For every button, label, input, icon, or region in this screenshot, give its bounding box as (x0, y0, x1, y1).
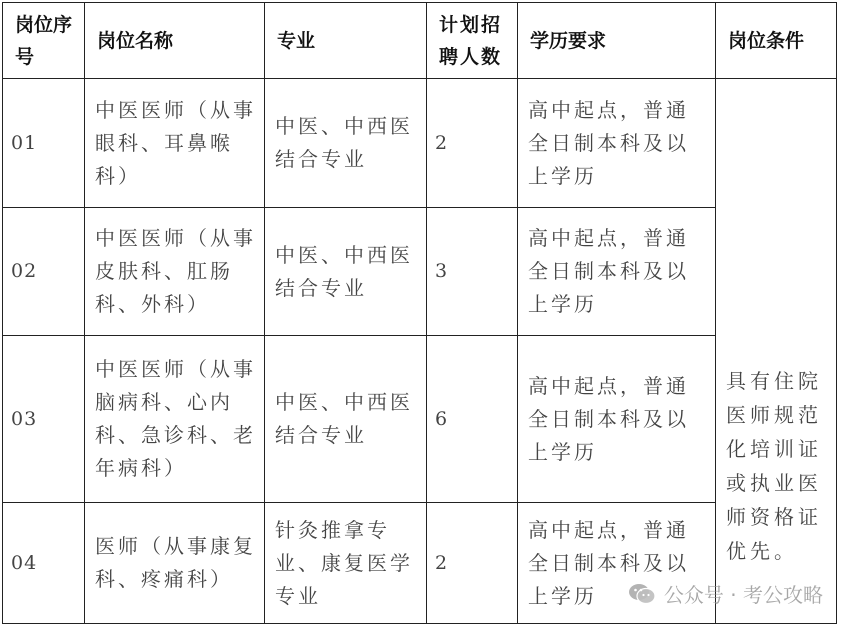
cell-major: 针灸推拿专业、康复医学专业 (265, 503, 427, 624)
cell-count: 2 (427, 503, 518, 624)
header-cond: 岗位条件 (716, 3, 837, 79)
header-count: 计划招聘人数 (427, 3, 518, 79)
condition-text: 具有住院医师规范化培训证或执业医师资格证优先。 (726, 369, 822, 563)
recruitment-table (2, 2, 837, 624)
table-row (3, 503, 837, 624)
header-row (3, 3, 837, 79)
cell-count: 2 (427, 79, 518, 208)
cell-seq: 01 (3, 79, 85, 208)
cell-seq: 02 (3, 208, 85, 336)
cell-name: 中医医师（从事皮肤科、肛肠科、外科） (85, 208, 265, 336)
cell-name: 医师（从事康复科、疼痛科） (85, 503, 265, 624)
table-row (3, 208, 837, 336)
watermark-text: 公众号 · 考公攻略 (663, 583, 823, 607)
cell-edu: 高中起点，普通全日制本科及以上学历 (518, 336, 716, 503)
cell-condition (716, 79, 837, 624)
table-row (3, 336, 837, 503)
cell-count: 6 (427, 336, 518, 503)
header-name: 岗位名称 (85, 3, 265, 79)
header-seq: 岗位序号 (3, 3, 85, 79)
cell-edu: 高中起点，普通全日制本科及以上学历 (518, 79, 716, 208)
cell-major: 中医、中西医结合专业 (265, 336, 427, 503)
cell-name: 中医医师（从事脑病科、心内科、急诊科、老年病科） (85, 336, 265, 503)
cell-edu: 高中起点，普通全日制本科及以上学历 (518, 208, 716, 336)
cell-count: 3 (427, 208, 518, 336)
cell-seq: 04 (3, 503, 85, 624)
header-edu: 学历要求 (518, 3, 716, 79)
cell-seq: 03 (3, 336, 85, 503)
table-row (3, 79, 837, 208)
cell-edu: 高中起点，普通全日制本科及以上学历 (518, 503, 716, 624)
header-major: 专业 (265, 3, 427, 79)
cell-name: 中医医师（从事眼科、耳鼻喉科） (85, 79, 265, 208)
cell-major: 中医、中西医结合专业 (265, 79, 427, 208)
cell-major: 中医、中西医结合专业 (265, 208, 427, 336)
